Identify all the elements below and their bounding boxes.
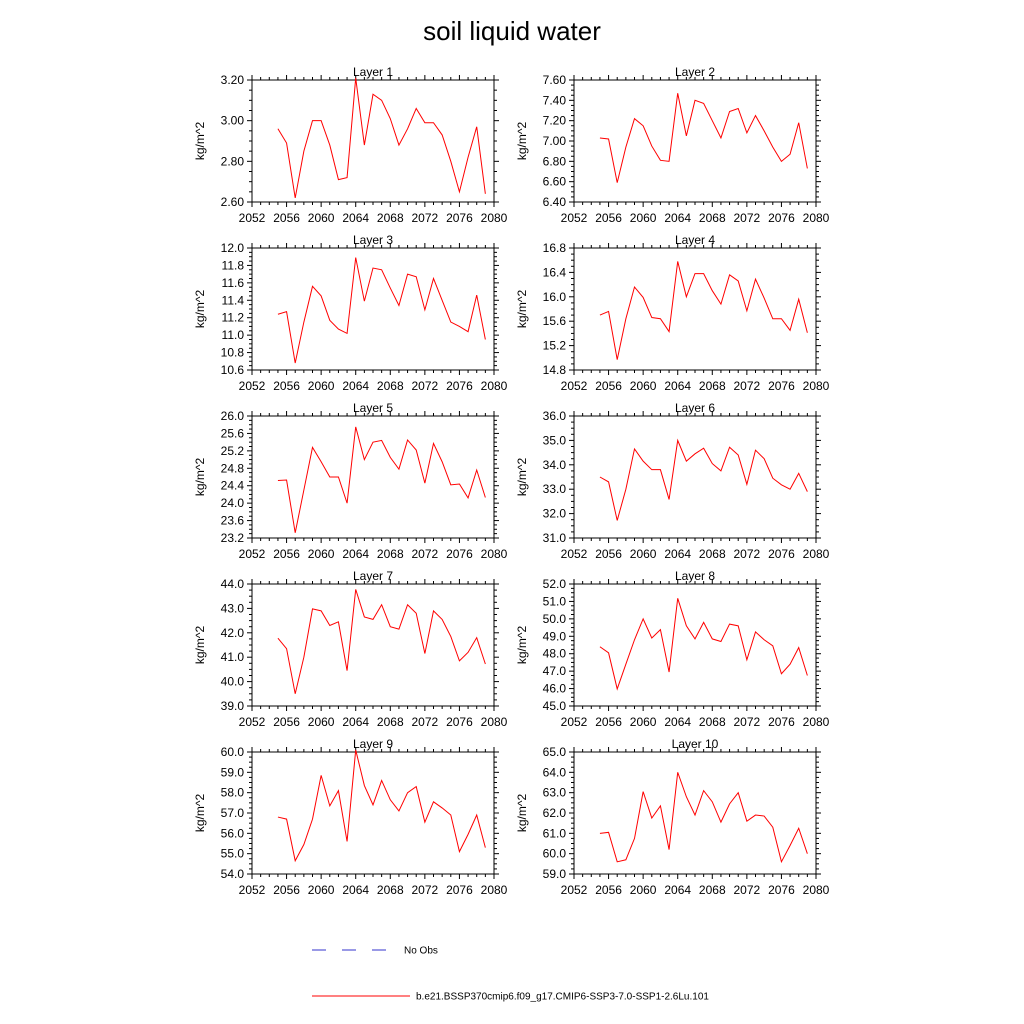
plot-frame — [574, 80, 816, 202]
plot-frame — [574, 248, 816, 370]
y-tick-label: 35.0 — [542, 433, 566, 448]
y-tick-label: 3.20 — [220, 73, 244, 87]
x-tick-label: 2080 — [802, 547, 830, 561]
panel-title: Layer 2 — [674, 65, 716, 79]
y-axis-label: kg/m^2 — [193, 289, 207, 329]
x-tick-label: 2080 — [480, 715, 508, 729]
y-tick-label: 44.0 — [220, 577, 244, 591]
y-tick-label: 15.6 — [542, 314, 566, 329]
chart-panel-10 — [515, 737, 830, 897]
y-axis-label: kg/m^2 — [193, 121, 207, 161]
x-tick-label: 2076 — [768, 715, 795, 729]
x-tick-label: 2056 — [595, 715, 622, 729]
x-tick-label: 2080 — [802, 883, 830, 897]
chart-panel-6 — [515, 401, 830, 561]
plot-frame — [252, 416, 494, 538]
y-tick-label: 42.0 — [220, 625, 244, 640]
y-tick-label: 61.0 — [542, 826, 566, 841]
x-tick-label: 2072 — [411, 715, 439, 729]
y-tick-label: 33.0 — [542, 482, 566, 497]
x-tick-label: 2064 — [664, 715, 692, 729]
y-tick-label: 62.0 — [542, 806, 566, 820]
series-line — [600, 772, 807, 861]
x-tick-label: 2076 — [446, 715, 473, 729]
legend-obs-label: No Obs — [404, 945, 438, 957]
y-tick-label: 11.6 — [221, 275, 244, 290]
y-tick-label: 60.0 — [542, 846, 566, 861]
y-axis-label: kg/m^2 — [193, 457, 207, 497]
x-tick-label: 2064 — [342, 883, 370, 897]
x-tick-label: 2056 — [595, 379, 622, 393]
series-line — [600, 261, 807, 359]
x-tick-label: 2080 — [480, 547, 508, 561]
x-tick-label: 2076 — [446, 379, 473, 393]
y-tick-label: 59.0 — [542, 867, 566, 881]
x-tick-label: 2056 — [595, 211, 622, 225]
panel-title: Layer 10 — [671, 737, 719, 751]
y-tick-label: 16.4 — [542, 265, 566, 280]
y-tick-label: 24.0 — [220, 496, 244, 511]
x-tick-label: 2072 — [411, 547, 439, 561]
panel-title: Layer 5 — [352, 401, 394, 415]
y-axis-label: kg/m^2 — [193, 625, 207, 665]
y-tick-label: 6.60 — [542, 174, 566, 189]
y-axis-label: kg/m^2 — [515, 625, 529, 665]
series-line — [278, 427, 485, 533]
panel-title: Layer 7 — [352, 569, 394, 583]
x-tick-label: 2060 — [307, 715, 335, 729]
x-tick-label: 2068 — [376, 547, 404, 561]
y-tick-label: 25.2 — [220, 443, 244, 458]
plot-frame — [252, 80, 494, 202]
panels — [193, 65, 830, 897]
x-tick-label: 2052 — [238, 715, 266, 729]
chart-panel-7 — [193, 569, 508, 729]
y-tick-label: 32.0 — [542, 506, 566, 521]
y-tick-label: 6.80 — [542, 154, 566, 169]
y-tick-label: 11.2 — [221, 310, 244, 325]
x-tick-label: 2064 — [664, 547, 692, 561]
y-tick-label: 59.0 — [220, 765, 244, 780]
y-tick-label: 15.2 — [542, 338, 566, 353]
x-tick-label: 2068 — [698, 547, 726, 561]
y-tick-label: 2.60 — [220, 195, 244, 209]
y-tick-label: 7.00 — [542, 134, 566, 148]
x-tick-label: 2068 — [698, 379, 726, 393]
x-tick-label: 2060 — [307, 379, 335, 393]
y-tick-label: 11.8 — [221, 258, 244, 273]
y-tick-label: 63.0 — [542, 785, 566, 800]
x-tick-label: 2056 — [273, 211, 300, 225]
x-tick-label: 2064 — [342, 547, 370, 561]
x-tick-label: 2080 — [480, 883, 508, 897]
x-tick-label: 2076 — [768, 883, 795, 897]
x-tick-label: 2052 — [560, 715, 588, 729]
x-tick-label: 2060 — [629, 379, 657, 393]
x-tick-label: 2064 — [342, 211, 370, 225]
legend-model-label: b.e21.BSSP370cmip6.f09_g17.CMIP6-SSP3-7.0-SSP1-2.6Lu.101 — [416, 991, 709, 1003]
panel-title: Layer 1 — [352, 65, 394, 79]
series-line — [600, 598, 807, 689]
y-tick-label: 23.2 — [220, 531, 244, 545]
plot-frame — [574, 584, 816, 706]
y-tick-label: 46.0 — [542, 681, 566, 696]
y-tick-label: 10.6 — [220, 363, 244, 377]
x-tick-label: 2076 — [446, 883, 473, 897]
x-tick-label: 2080 — [480, 379, 508, 393]
chart-panel-4 — [515, 233, 830, 393]
x-tick-label: 2072 — [733, 715, 761, 729]
main-title: soil liquid water — [423, 16, 601, 46]
panel-title: Layer 8 — [674, 569, 716, 583]
x-tick-label: 2064 — [664, 211, 692, 225]
x-tick-label: 2060 — [307, 211, 335, 225]
y-tick-label: 7.40 — [542, 93, 566, 108]
x-tick-label: 2072 — [733, 211, 761, 225]
x-tick-label: 2060 — [629, 715, 657, 729]
y-tick-label: 16.8 — [542, 241, 566, 255]
chart-panel-9 — [193, 737, 508, 897]
x-tick-label: 2052 — [560, 379, 588, 393]
x-tick-label: 2068 — [698, 715, 726, 729]
series-line — [600, 440, 807, 520]
y-tick-label: 41.0 — [220, 650, 244, 665]
y-axis-label: kg/m^2 — [515, 793, 529, 833]
y-tick-label: 2.80 — [220, 154, 244, 169]
series-line — [278, 589, 485, 693]
y-tick-label: 57.0 — [220, 806, 244, 820]
y-tick-label: 6.40 — [542, 195, 566, 209]
y-tick-label: 51.0 — [542, 594, 566, 609]
x-tick-label: 2060 — [629, 883, 657, 897]
x-tick-label: 2072 — [733, 883, 761, 897]
x-tick-label: 2072 — [411, 211, 439, 225]
x-tick-label: 2060 — [307, 883, 335, 897]
x-tick-label: 2064 — [342, 379, 370, 393]
x-tick-label: 2052 — [560, 883, 588, 897]
y-tick-label: 24.8 — [220, 461, 244, 476]
y-tick-label: 7.20 — [542, 113, 566, 128]
x-tick-label: 2076 — [768, 379, 795, 393]
x-tick-label: 2060 — [629, 547, 657, 561]
legend — [312, 946, 709, 1003]
x-tick-label: 2080 — [802, 715, 830, 729]
x-tick-label: 2052 — [238, 211, 266, 225]
x-tick-label: 2052 — [560, 211, 588, 225]
x-tick-label: 2072 — [411, 379, 439, 393]
series-line — [278, 750, 485, 861]
x-tick-label: 2072 — [733, 379, 761, 393]
y-tick-label: 45.0 — [542, 699, 566, 713]
x-tick-label: 2068 — [376, 379, 404, 393]
series-line — [278, 258, 485, 363]
y-tick-label: 31.0 — [542, 531, 566, 545]
x-tick-label: 2052 — [238, 883, 266, 897]
plot-frame — [252, 248, 494, 370]
y-tick-label: 50.0 — [542, 611, 566, 626]
x-tick-label: 2068 — [376, 883, 404, 897]
y-tick-label: 52.0 — [542, 577, 566, 591]
panel-title: Layer 3 — [352, 233, 394, 247]
y-tick-label: 23.6 — [220, 513, 244, 528]
y-tick-label: 60.0 — [220, 745, 244, 759]
x-tick-label: 2068 — [698, 883, 726, 897]
x-tick-label: 2080 — [802, 379, 830, 393]
x-tick-label: 2076 — [768, 211, 795, 225]
y-tick-label: 11.4 — [221, 293, 244, 308]
panel-title: Layer 9 — [352, 737, 394, 751]
y-tick-label: 25.6 — [220, 426, 244, 441]
chart-panel-3 — [193, 233, 508, 393]
chart-panel-8 — [515, 569, 830, 729]
x-tick-label: 2064 — [342, 715, 370, 729]
x-tick-label: 2072 — [733, 547, 761, 561]
y-axis-label: kg/m^2 — [193, 793, 207, 833]
y-tick-label: 16.0 — [542, 289, 566, 304]
y-tick-label: 58.0 — [220, 785, 244, 800]
y-axis-label: kg/m^2 — [515, 121, 529, 161]
x-tick-label: 2052 — [238, 379, 266, 393]
y-tick-label: 36.0 — [542, 409, 566, 423]
x-tick-label: 2076 — [446, 211, 473, 225]
x-tick-label: 2056 — [273, 379, 300, 393]
y-tick-label: 56.0 — [220, 826, 244, 841]
y-tick-label: 55.0 — [220, 846, 244, 861]
y-tick-label: 24.4 — [220, 478, 244, 493]
y-axis-label: kg/m^2 — [515, 289, 529, 329]
y-tick-label: 43.0 — [220, 601, 244, 616]
x-tick-label: 2064 — [664, 379, 692, 393]
chart-panel-1 — [193, 65, 508, 225]
y-tick-label: 34.0 — [542, 457, 566, 472]
x-tick-label: 2080 — [480, 211, 508, 225]
x-tick-label: 2056 — [595, 547, 622, 561]
y-tick-label: 39.0 — [220, 699, 244, 713]
x-tick-label: 2060 — [629, 211, 657, 225]
series-line — [278, 78, 485, 198]
chart-panel-5 — [193, 401, 508, 561]
plot-frame — [252, 752, 494, 874]
x-tick-label: 2076 — [768, 547, 795, 561]
y-tick-label: 49.0 — [542, 629, 566, 644]
x-tick-label: 2052 — [560, 547, 588, 561]
x-tick-label: 2064 — [664, 883, 692, 897]
x-tick-label: 2056 — [273, 547, 300, 561]
y-tick-label: 54.0 — [220, 867, 244, 881]
x-tick-label: 2056 — [273, 715, 300, 729]
x-tick-label: 2068 — [376, 715, 404, 729]
y-tick-label: 26.0 — [220, 409, 244, 423]
x-tick-label: 2052 — [238, 547, 266, 561]
x-tick-label: 2060 — [307, 547, 335, 561]
panel-title: Layer 4 — [674, 233, 716, 247]
x-tick-label: 2056 — [595, 883, 622, 897]
y-tick-label: 47.0 — [542, 664, 566, 679]
y-tick-label: 10.8 — [220, 345, 244, 360]
x-tick-label: 2056 — [273, 883, 300, 897]
x-tick-label: 2080 — [802, 211, 830, 225]
y-tick-label: 7.60 — [542, 73, 566, 87]
y-tick-label: 40.0 — [220, 674, 244, 689]
y-axis-label: kg/m^2 — [515, 457, 529, 497]
y-tick-label: 12.0 — [220, 241, 244, 255]
plot-frame — [574, 416, 816, 538]
x-tick-label: 2072 — [411, 883, 439, 897]
x-tick-label: 2076 — [446, 547, 473, 561]
series-line — [600, 93, 807, 182]
x-tick-label: 2068 — [376, 211, 404, 225]
y-tick-label: 14.8 — [542, 363, 566, 377]
plot-frame — [252, 584, 494, 706]
x-tick-label: 2068 — [698, 211, 726, 225]
y-tick-label: 3.00 — [220, 113, 244, 128]
y-tick-label: 64.0 — [542, 765, 566, 780]
y-tick-label: 65.0 — [542, 745, 566, 759]
y-tick-label: 11.0 — [221, 328, 244, 343]
panel-title: Layer 6 — [674, 401, 716, 415]
chart-panel-2 — [515, 65, 830, 225]
y-tick-label: 48.0 — [542, 646, 566, 661]
